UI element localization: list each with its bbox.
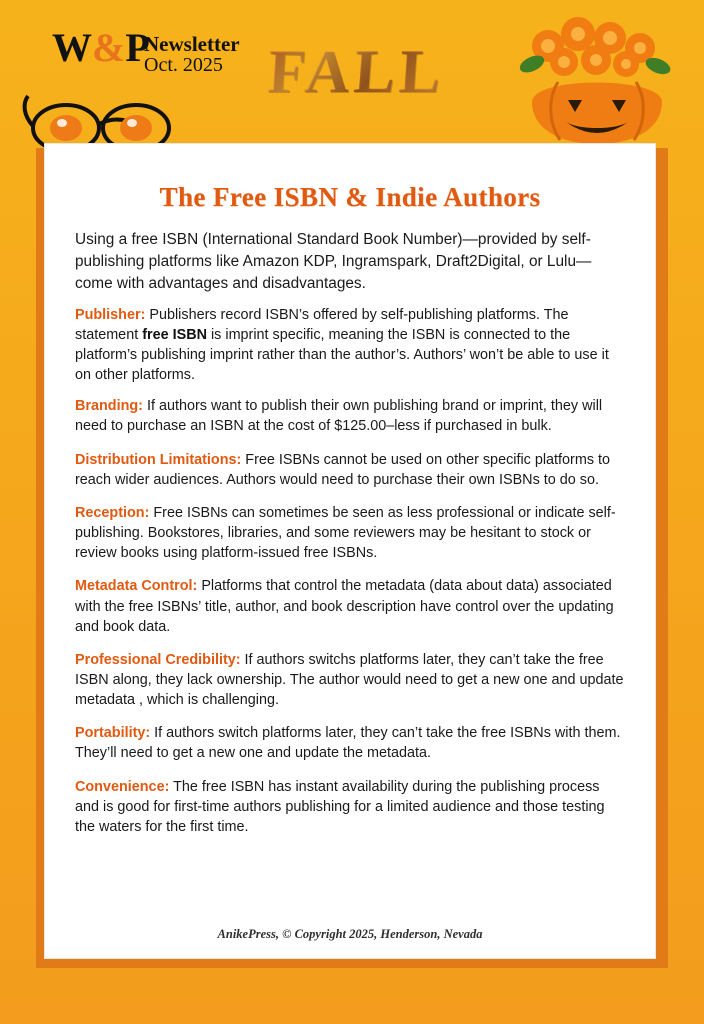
logo-wordmark — [52, 24, 150, 71]
intro-paragraph: Using a free ISBN (International Standard Book Number)—provided by self-publishing platforms like Amazon KDP, Ingramspark, Draft2Digital, or Lulu—come with advantages and disadvantages. — [75, 231, 592, 292]
section-reception — [75, 503, 625, 563]
section-term: Professional Credibility: — [75, 651, 241, 668]
section-branding — [75, 396, 625, 436]
section-text: Platforms that control the metadata (data about data) associated with the free ISBNs’ title, author, and book description have control over the updating and book data. — [75, 578, 614, 635]
publication-logo — [52, 24, 262, 80]
logo-letter-w: W — [52, 25, 92, 70]
section-portability — [75, 723, 625, 763]
section-distribution-limitations — [75, 450, 625, 490]
section-text: If authors want to publish their own publishing brand or imprint, they will need to purchase an ISBN at the cost of $125.00–less if purchased in bulk. — [75, 398, 603, 435]
section-term: Metadata Control: — [75, 578, 198, 595]
section-term: Portability: — [75, 725, 151, 742]
section-convenience — [75, 777, 625, 837]
section-term: Convenience: — [75, 778, 170, 795]
logo-letter-p: P — [125, 25, 150, 70]
logo-ampersand: & — [92, 25, 126, 70]
section-text: The free ISBN has instant availability during the publishing process and is good for first-time authors publishing for a limited audience and those testing the waters for the first time. — [75, 778, 605, 835]
section-metadata-control — [75, 576, 625, 636]
section-professional-credibility — [75, 650, 625, 710]
jack-o-lantern-icon — [512, 16, 682, 146]
section-term: Distribution Limitations: — [75, 451, 242, 468]
logo-newsletter-label: Newsletter — [144, 32, 240, 56]
logo-issue-date: Oct. 2025 — [144, 54, 223, 76]
season-wordart: FALL — [266, 38, 491, 106]
page-title: The Free ISBN & Indie Authors — [159, 182, 541, 212]
section-term: Reception: — [75, 504, 150, 521]
section-emphasis: free ISBN — [142, 326, 207, 343]
section-text: Free ISBNs cannot be used on other specific platforms to reach wider audiences. Authors would need to purchase their own ISBNs to do so. — [75, 451, 611, 488]
article-card — [44, 143, 656, 959]
copyright-credit: AnikePress, © Copyright 2025, Henderson, Nevada — [217, 927, 483, 941]
section-text: If authors switchs platforms later, they can’t take the free ISBN along, they lack ownership. The author would need to get a new one and update metadata , which is challenging. — [75, 651, 624, 709]
section-text: If authors switch platforms later, they can’t take the free ISBNs with them. They’ll need to get a new one and update the metadata. — [75, 725, 621, 762]
section-text: Publishers record ISBN’s offered by self-publishing platforms. The statement — [75, 306, 569, 343]
section-term: Branding: — [75, 398, 143, 415]
masthead — [0, 0, 704, 148]
section-text-cont: is imprint specific, meaning the ISBN is connected to the platform’s publishing imprint rather than the author’s. Authors’ won’t be able to use it on other platforms. — [75, 326, 609, 384]
section-text: Free ISBNs can sometimes be seen as less professional or indicate self-publishing. Bookstores, libraries, and some reviewers may be hesitant to stock or review books using platform-issued free ISBNs. — [75, 504, 616, 562]
section-term: Publisher: — [75, 306, 146, 323]
section-publisher — [75, 305, 625, 386]
